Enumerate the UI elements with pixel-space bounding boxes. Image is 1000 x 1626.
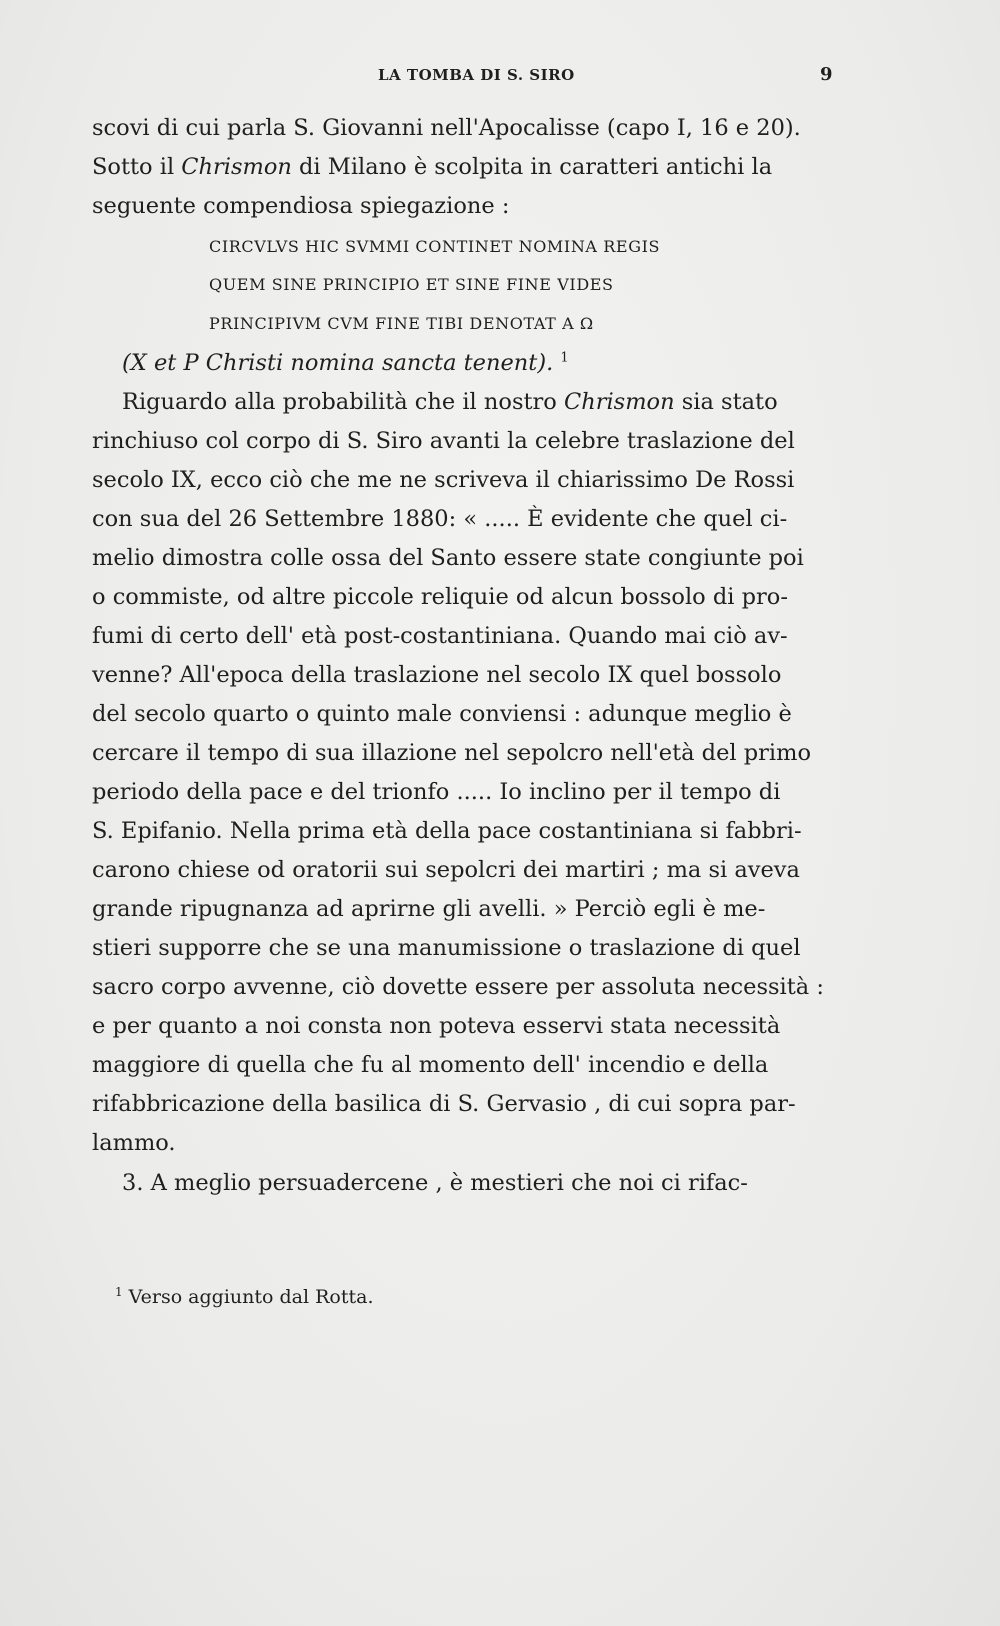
text-line: sacro corpo avvenne, ciò dovette essere per assoluta necessità :	[92, 974, 824, 1000]
text-line: secolo IX, ecco ciò che me ne scriveva il chiarissimo De Rossi	[92, 467, 795, 493]
text-line: cercare il tempo di sua illazione nel sepolcro nell'età del primo	[92, 740, 811, 766]
italic-verse: (X et P Christi nomina sancta tenent).	[122, 350, 554, 376]
text-line: rinchiuso col corpo di S. Siro avanti la celebre traslazione del	[92, 428, 795, 454]
inscription-line: QUEM SINE PRINCIPIO ET SINE FINE VIDES	[209, 275, 614, 294]
running-head: LA TOMBA DI S. SIRO	[378, 66, 575, 84]
text-line: lammo.	[92, 1130, 176, 1156]
text-segment: Riguardo alla probabilità che il nostro	[122, 389, 557, 415]
text-line: maggiore di quella che fu al momento dell' incendio e della	[92, 1052, 769, 1078]
text-line: periodo della pace e del trionfo ..... Io inclino per il tempo di	[92, 779, 781, 805]
text-line: melio dimostra colle ossa del Santo essere state congiunte poi	[92, 545, 804, 571]
text-line	[92, 343, 842, 383]
text-line: S. Epifanio. Nella prima età della pace costantiniana si fabbri-	[92, 818, 802, 844]
text-line: del secolo quarto o quinto male conviensi : adunque meglio è	[92, 701, 792, 727]
italic-term: Chrismon	[181, 154, 292, 180]
text-line: grande ripugnanza ad aprirne gli avelli. » Perciò egli è me-	[92, 896, 766, 922]
text-line: venne? All'epoca della traslazione nel secolo IX quel bossolo	[92, 662, 782, 688]
text-line	[92, 382, 842, 422]
inscription-line: PRINCIPIVM CVM FINE TIBI DENOTAT Α Ω	[209, 314, 594, 333]
text-line: 3. A meglio persuadercene , è mestieri che noi ci rifac-	[122, 1170, 748, 1196]
text-line: fumi di certo dell' età post-costantiniana. Quando mai ciò av-	[92, 623, 788, 649]
footnote-reference: 1	[560, 350, 569, 366]
text-line: e per quanto a noi consta non poteva esservi stata necessità	[92, 1013, 781, 1039]
text-line: stieri supporre che se una manumissione o traslazione di quel	[92, 935, 801, 961]
inscription-line: CIRCVLVS HIC SVMMI CONTINET NOMINA REGIS	[209, 237, 661, 256]
text-line: rifabbricazione della basilica di S. Gervasio , di cui sopra par-	[92, 1091, 796, 1117]
text-line: scovi di cui parla S. Giovanni nell'Apocalisse (capo I, 16 e 20).	[92, 115, 801, 141]
page-number: 9	[820, 64, 833, 85]
footnote	[115, 1282, 373, 1312]
text-segment: Sotto il	[92, 154, 175, 180]
text-line	[92, 147, 842, 187]
footnote-text: Verso aggiunto dal Rotta.	[128, 1286, 374, 1308]
text-segment: sia stato	[681, 389, 778, 415]
page-header	[0, 62, 1000, 92]
text-line: con sua del 26 Settembre 1880: « ..... È evidente che quel ci-	[92, 506, 788, 532]
text-line: carono chiese od oratorii sui sepolcri dei martiri ; ma si aveva	[92, 857, 800, 883]
text-segment: di Milano è scolpita in caratteri antichi la	[299, 154, 773, 180]
text-line: seguente compendiosa spiegazione :	[92, 193, 510, 219]
italic-term: Chrismon	[563, 389, 675, 415]
footnote-mark: 1	[115, 1284, 123, 1299]
text-line: o commiste, od altre piccole reliquie od alcun bossolo di pro-	[92, 584, 788, 610]
